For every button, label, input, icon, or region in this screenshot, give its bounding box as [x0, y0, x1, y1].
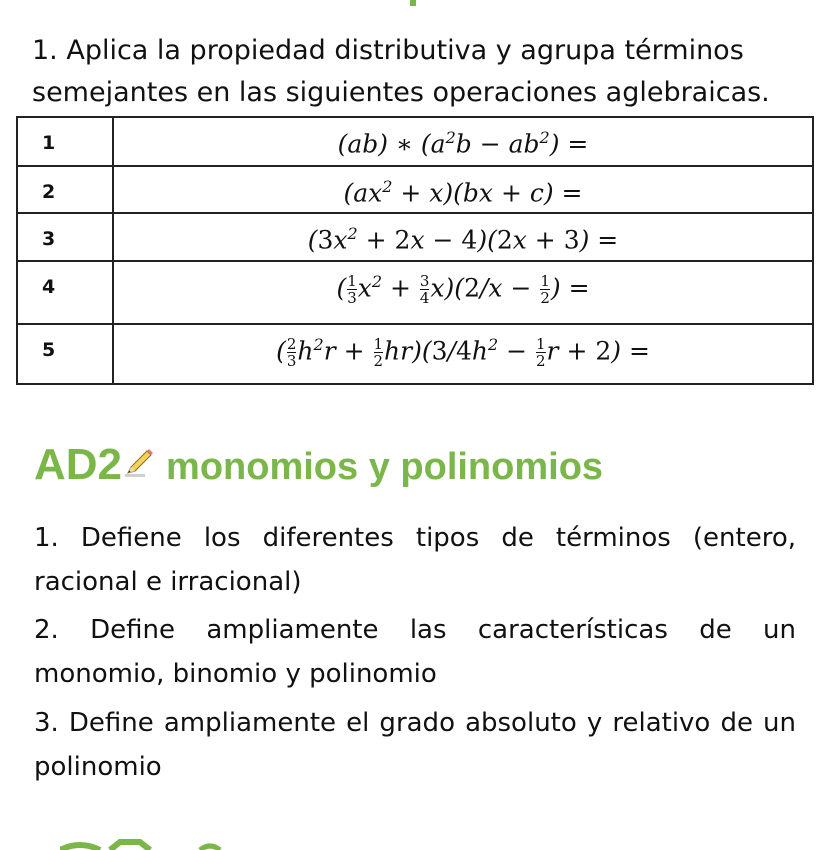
question-2: 2. Define ampliamente las características de un monomio, binomio y polinomio: [34, 615, 796, 689]
expression-2: $(ax^2 + x)(bx + c)$ =: [113, 166, 813, 213]
operations-table: [16, 116, 814, 385]
expression-5: ( $\frac{2}{3}$ $h^2r$ + $\frac{1}{2}$ $hr)(3/4h^2$ − $\frac{1}{2}$ r + 2) =: [113, 324, 813, 384]
question-3: 3. Define ampliamente el grado absoluto y relativo de un polinomio: [34, 708, 796, 782]
row-number: 3: [17, 213, 113, 261]
activity-code: AD2: [34, 440, 123, 489]
row-number: 1: [17, 117, 113, 166]
table-row: [17, 324, 813, 384]
row-number: 2: [17, 166, 113, 213]
expression-3: $(3x^2 + 2x - 4)(2x + 3)$ =: [113, 213, 813, 261]
section-heading: [34, 440, 603, 490]
expression-1: (ab) ∗ $(a^2b - ab^2)$ =: [113, 117, 813, 166]
table-row: [17, 213, 813, 261]
exercise-instructions: 1. Aplica la propiedad distributiva y agrupa términos semejantes en las siguientes operaciones aglebraicas.: [32, 35, 770, 108]
table-row: [17, 261, 813, 324]
section-title-text: monomios y polinomios: [166, 446, 604, 488]
table-row: [17, 117, 813, 166]
pencil-icon: [122, 447, 156, 481]
table-row: [17, 166, 813, 213]
row-number: 5: [17, 324, 113, 384]
row-number: 4: [17, 261, 113, 324]
question-1: 1. Defiene los diferentes tipos de términos (entero, racional e irracional): [34, 523, 796, 597]
expression-4: ( $\frac{1}{3}$ $x^2$ + $\frac{3}{4}$ x)(2/x − $\frac{1}{2}$ ) =: [113, 261, 813, 324]
top-decoration: [410, 0, 416, 6]
